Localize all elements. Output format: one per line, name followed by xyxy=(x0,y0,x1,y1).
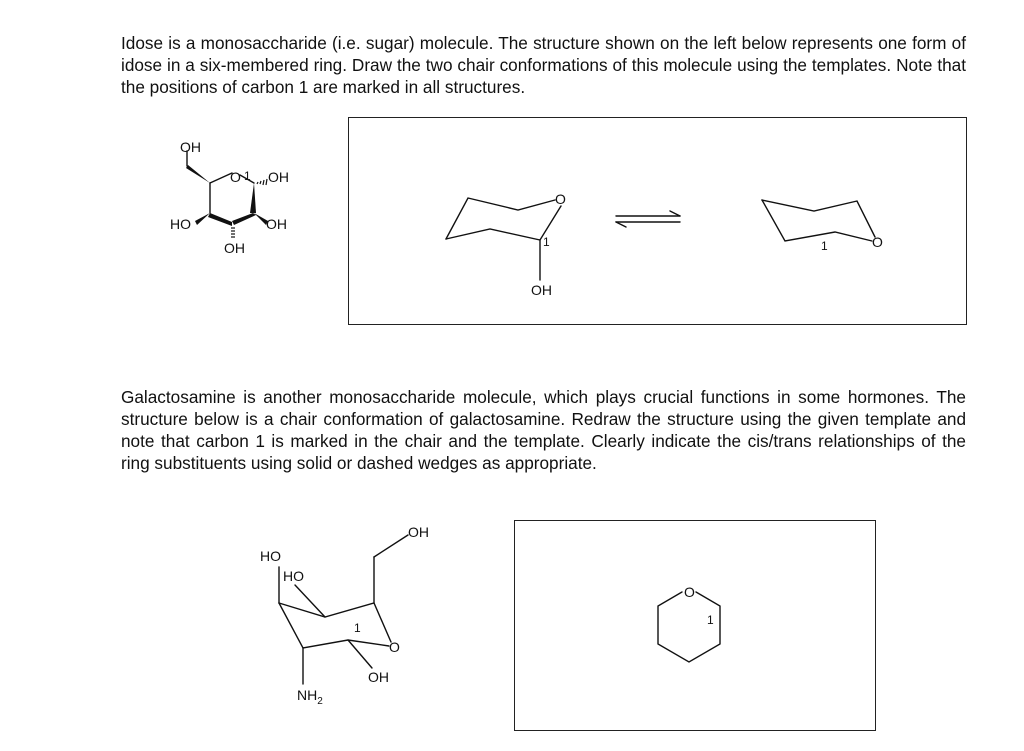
label-nh2: $NH_2$ xyxy=(297,687,323,707)
ring-bond xyxy=(658,592,720,662)
label-c1: 1 xyxy=(244,169,251,183)
label-c1: 1 xyxy=(543,235,550,249)
label-oh: OH xyxy=(266,216,287,232)
label-c1: 1 xyxy=(821,239,828,253)
label-o: O xyxy=(872,234,883,250)
label-oh: OH xyxy=(224,240,245,256)
p2-line: relationships of the ring substituents using solid or dashed wedges as appropriate. xyxy=(121,431,966,473)
p2-line: Galactosamine is another monosaccharide molecule, which plays crucial functions in some hormones. xyxy=(121,387,930,407)
label-oh: OH xyxy=(368,669,389,685)
p1-line: one form of idose in a six-membered ring. Draw the two chair conformations of this molecule using the xyxy=(121,33,967,75)
label-o: O xyxy=(555,191,566,207)
label-ho: HO xyxy=(260,548,281,564)
label-ho: HO xyxy=(170,216,191,232)
p2-line: The structure below is a chair conformation of galactosamine. Redraw the structure using the given xyxy=(121,387,966,429)
label-oh: OH xyxy=(180,139,201,155)
label-o: O xyxy=(230,169,241,185)
label-o: O xyxy=(684,584,695,600)
label-oh: OH xyxy=(408,524,429,540)
p1-line: Idose is a monosaccharide (i.e. sugar) molecule. The structure shown on the left below represents xyxy=(121,33,873,53)
label-oh: OH xyxy=(531,282,552,298)
label-c1: 1 xyxy=(354,621,361,635)
label-c1: 1 xyxy=(707,613,714,627)
label-oh: OH xyxy=(268,169,289,185)
p1-line: templates. Note that the positions of carbon 1 are marked in all structures. xyxy=(121,55,966,97)
label-o: O xyxy=(389,639,400,655)
label-ho: HO xyxy=(283,568,304,584)
p2-line: template and note that carbon 1 is marked in the chair and the template. Clearly indicate the cis/trans xyxy=(121,409,967,451)
